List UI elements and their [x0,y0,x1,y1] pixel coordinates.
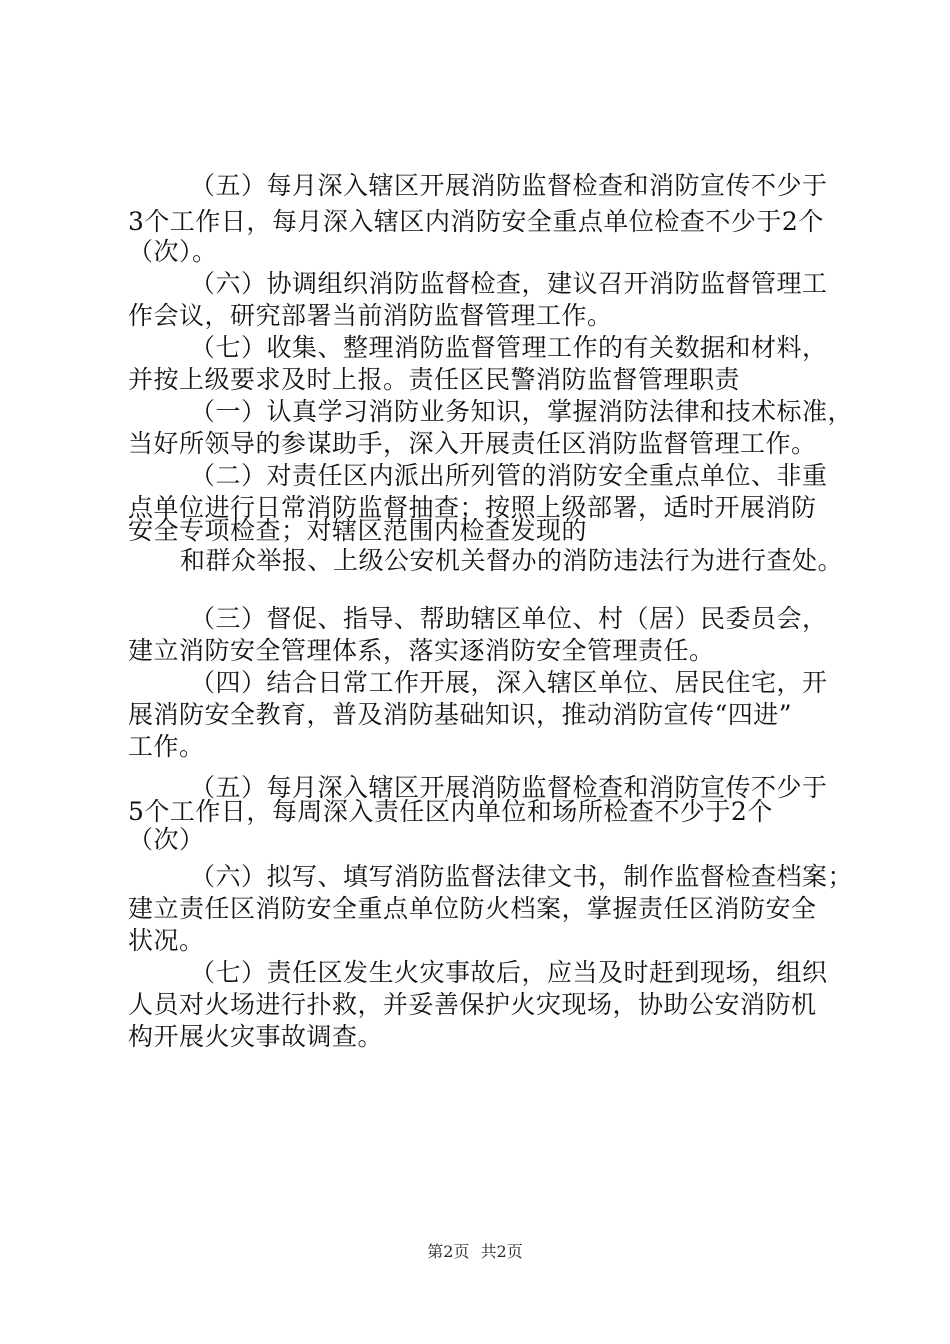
text-line: 作会议，研究部署当前消防监督管理工作。 [128,301,613,330]
text-line: 点单位进行日常消防监督抽查；按照上级部署，适时开展消防 [128,493,817,522]
text-line: 安全专项检查；对辖区范围内检查发现的 [128,516,588,545]
text-line: 3个工作日，每月深入辖区内消防安全重点单位检查不少于2个 [128,207,824,236]
text-line: （五）每月深入辖区开展消防监督检查和消防宣传不少于 [190,171,828,200]
text-line: 当好所领导的参谋助手，深入开展责任区消防监督管理工作。 [128,429,817,458]
text-line: （一）认真学习消防业务知识，掌握消防法律和技术标准， [190,397,854,426]
text-line: （七）收集、整理消防监督管理工作的有关数据和材料， [190,333,828,362]
text-line: 工作。 [128,732,205,761]
text-line: （五）每月深入辖区开展消防监督检查和消防宣传不少于 [190,773,828,802]
text-line: （六）拟写、填写消防监督法律文书，制作监督检查档案； [190,862,854,891]
text-line: （次）。 [128,237,218,266]
page-total: 共2页 [480,1242,523,1261]
text-line: （四）结合日常工作开展，深入辖区单位、居民住宅，开 [190,668,828,697]
text-line: 展消防安全教育，普及消防基础知识，推动消防宣传“四进” [128,700,793,729]
text-line: 建立消防安全管理体系，落实逐消防安全管理责任。 [128,636,715,665]
text-line: （二）对责任区内派出所列管的消防安全重点单位、非重 [190,461,828,490]
text-line: （三）督促、指导、帮助辖区单位、村（居）民委员会， [190,604,828,633]
text-line: 建立责任区消防安全重点单位防火档案，掌握责任区消防安全 [128,894,817,923]
text-line: 和群众举报、上级公安机关督办的消防违法行为进行查处。 [180,546,844,575]
text-line: （六）协调组织消防监督检查，建议召开消防监督管理工 [190,269,828,298]
text-line: 构开展火灾事故调查。 [128,1022,384,1051]
text-line: （七）责任区发生火灾事故后，应当及时赶到现场，组织 [190,958,828,987]
text-line: （次） [128,825,205,854]
text-line: 并按上级要求及时上报。责任区民警消防监督管理职责 [128,365,741,394]
text-line: 5个工作日，每周深入责任区内单位和场所检查不少于2个 [128,797,773,826]
text-line: 人员对火场进行扑救，并妥善保护火灾现场，协助公安消防机 [128,990,817,1019]
page-number: 第2页 [427,1242,470,1261]
page-footer [0,1240,950,1264]
text-line: 状况。 [128,926,205,955]
